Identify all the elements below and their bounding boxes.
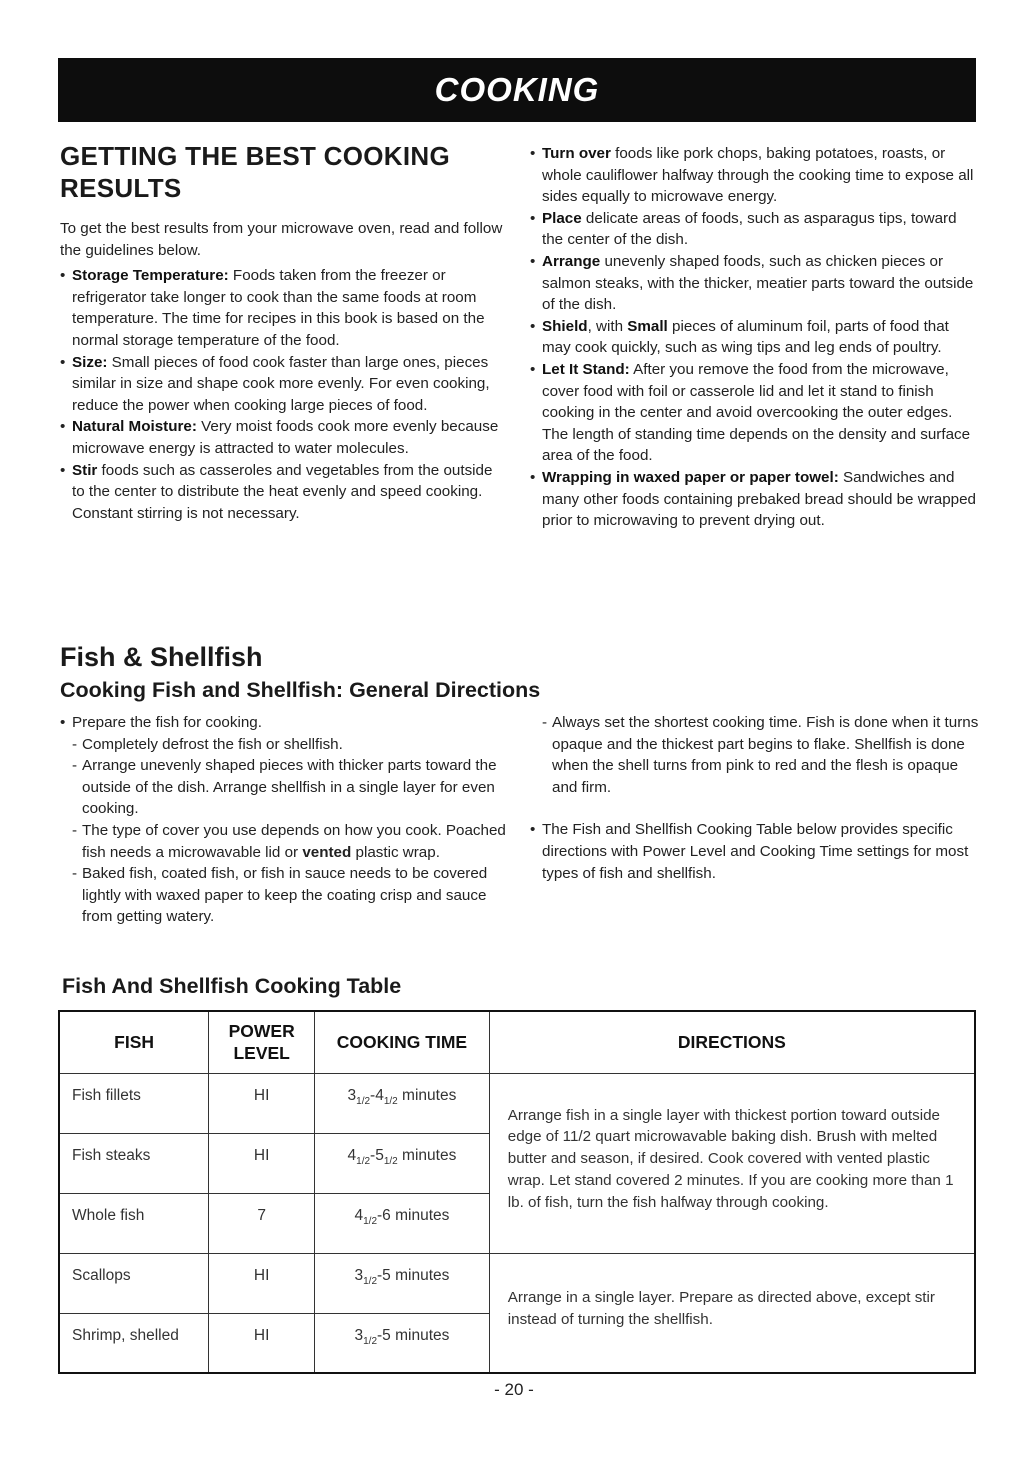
list-item: • Let It Stand: After you remove the food from the microwave, cover food with foil or casserole lid and let it stand to finish cooking in the center and avoid overcooking the outer edges. The length of standing time depends on the density and surface area of the food. bbox=[530, 359, 980, 467]
fish-name: Whole fish bbox=[59, 1193, 209, 1253]
table-row bbox=[59, 1253, 975, 1313]
fish-section-subtitle: Cooking Fish and Shellfish: General Directions bbox=[60, 678, 541, 702]
header-directions: DIRECTIONS bbox=[489, 1011, 975, 1073]
header-cooking-time: COOKING TIME bbox=[315, 1011, 490, 1073]
list-item: • Storage Temperature: Foods taken from the freezer or refrigerator take longer to cook than the same foods at room temperature. The time for recipes in this book is based on the normal storage temperature of the food. bbox=[60, 265, 508, 351]
power-level: HI bbox=[209, 1253, 315, 1313]
banner-title: COOKING bbox=[434, 71, 600, 108]
header-fish: FISH bbox=[59, 1011, 209, 1073]
power-level: HI bbox=[209, 1313, 315, 1373]
list-item: • The Fish and Shellfish Cooking Table below provides specific directions with Power Level and Cooking Time settings for most types of fish and shellfish. bbox=[530, 819, 980, 884]
cooking-time: $3_{1/2}-4_{1/2}$ minutes bbox=[315, 1073, 490, 1133]
header-power-level: POWER LEVEL bbox=[209, 1011, 315, 1073]
best-results-title: GETTING THE BEST COOKING RESULTS bbox=[60, 141, 450, 203]
fish-section-title: Fish & Shellfish bbox=[60, 642, 263, 672]
directions-shellfish: Arrange in a single layer. Prepare as directed above, except stir instead of turning the shellfish. bbox=[489, 1253, 975, 1373]
list-item: - Arrange unevenly shaped pieces with thicker parts toward the outside of the dish. Arrange shellfish in a single layer for even cooking. bbox=[60, 755, 510, 820]
list-item: • Place delicate areas of foods, such as asparagus tips, toward the center of the dish. bbox=[530, 208, 980, 251]
cooking-time: $4_{1/2}-5_{1/2}$ minutes bbox=[315, 1133, 490, 1193]
list-item: - Always set the shortest cooking time. Fish is done when it turns opaque and the thickest part begins to flake. Shellfish is done when the shell turns from pink to red and the flesh is opaque and firm. bbox=[530, 712, 980, 798]
list-item: - Baked fish, coated fish, or fish in sauce needs to be covered lightly with waxed paper to keep the coating crisp and sauce from getting watery. bbox=[60, 863, 510, 928]
list-item: • Arrange unevenly shaped foods, such as chicken pieces or salmon steaks, with the thicker, meatier parts toward the outside of the dish. bbox=[530, 251, 980, 316]
power-level: 7 bbox=[209, 1193, 315, 1253]
directions-fish: Arrange fish in a single layer with thickest portion toward outside edge of 11/2 quart microwavable baking dish. Brush with melted butter and season, if desired. Cook covered with vented plastic wrap. Let stand covered 2 minutes. If you are cooking more than 1 lb. of fish, turn the fish halfway through cooking. bbox=[489, 1073, 975, 1253]
fish-name: Fish fillets bbox=[59, 1073, 209, 1133]
cooking-time: $4_{1/2}-6$ minutes bbox=[315, 1193, 490, 1253]
table-header-row bbox=[59, 1011, 975, 1073]
list-item: • Prepare the fish for cooking. bbox=[60, 712, 510, 734]
list-item: - The type of cover you use depends on how you cook. Poached fish needs a microwavable lid or vented plastic wrap. bbox=[60, 820, 510, 863]
cooking-table-title: Fish And Shellfish Cooking Table bbox=[62, 974, 402, 998]
page-number: - 20 - bbox=[494, 1380, 534, 1399]
list-item: - Completely defrost the fish or shellfish. bbox=[60, 734, 510, 756]
fish-name: Fish steaks bbox=[59, 1133, 209, 1193]
best-results-list-right bbox=[530, 143, 980, 532]
list-item: • Stir foods such as casseroles and vegetables from the outside to the center to distribute the heat evenly and speed cooking. Constant stirring is not necessary. bbox=[60, 460, 508, 525]
best-results-list-left bbox=[60, 265, 508, 524]
list-item: • Turn over foods like pork chops, baking potatoes, roasts, or whole cauliflower halfway through the cooking time to expose all sides equally to microwave energy. bbox=[530, 143, 980, 208]
cooking-time: $3_{1/2}-5$ minutes bbox=[315, 1313, 490, 1373]
fish-name: Shrimp, shelled bbox=[59, 1313, 209, 1373]
best-results-left-column bbox=[60, 140, 508, 524]
fish-cooking-table bbox=[58, 1010, 976, 1374]
general-directions-left bbox=[60, 712, 510, 928]
list-item: • Size: Small pieces of food cook faster than large ones, pieces similar in size and shape cook more evenly. For even cooking, reduce the power when cooking large pieces of food. bbox=[60, 352, 508, 417]
fish-name: Scallops bbox=[59, 1253, 209, 1313]
best-results-intro: To get the best results from your microwave oven, read and follow the guidelines below. bbox=[60, 220, 503, 259]
power-level: HI bbox=[209, 1073, 315, 1133]
section-banner bbox=[58, 58, 976, 122]
general-directions-right bbox=[530, 712, 980, 884]
cooking-time: $3_{1/2}-5$ minutes bbox=[315, 1253, 490, 1313]
list-item: • Natural Moisture: Very moist foods cook more evenly because microwave energy is attracted to water molecules. bbox=[60, 416, 508, 459]
list-item: • Wrapping in waxed paper or paper towel: Sandwiches and many other foods containing prebaked bread should be wrapped prior to microwaving to prevent drying out. bbox=[530, 467, 980, 532]
table-row bbox=[59, 1073, 975, 1133]
best-results-right-column bbox=[530, 143, 980, 532]
power-level: HI bbox=[209, 1133, 315, 1193]
list-item: • Shield, with Small pieces of aluminum foil, parts of food that may cook quickly, such as wing tips and leg ends of poultry. bbox=[530, 316, 980, 359]
